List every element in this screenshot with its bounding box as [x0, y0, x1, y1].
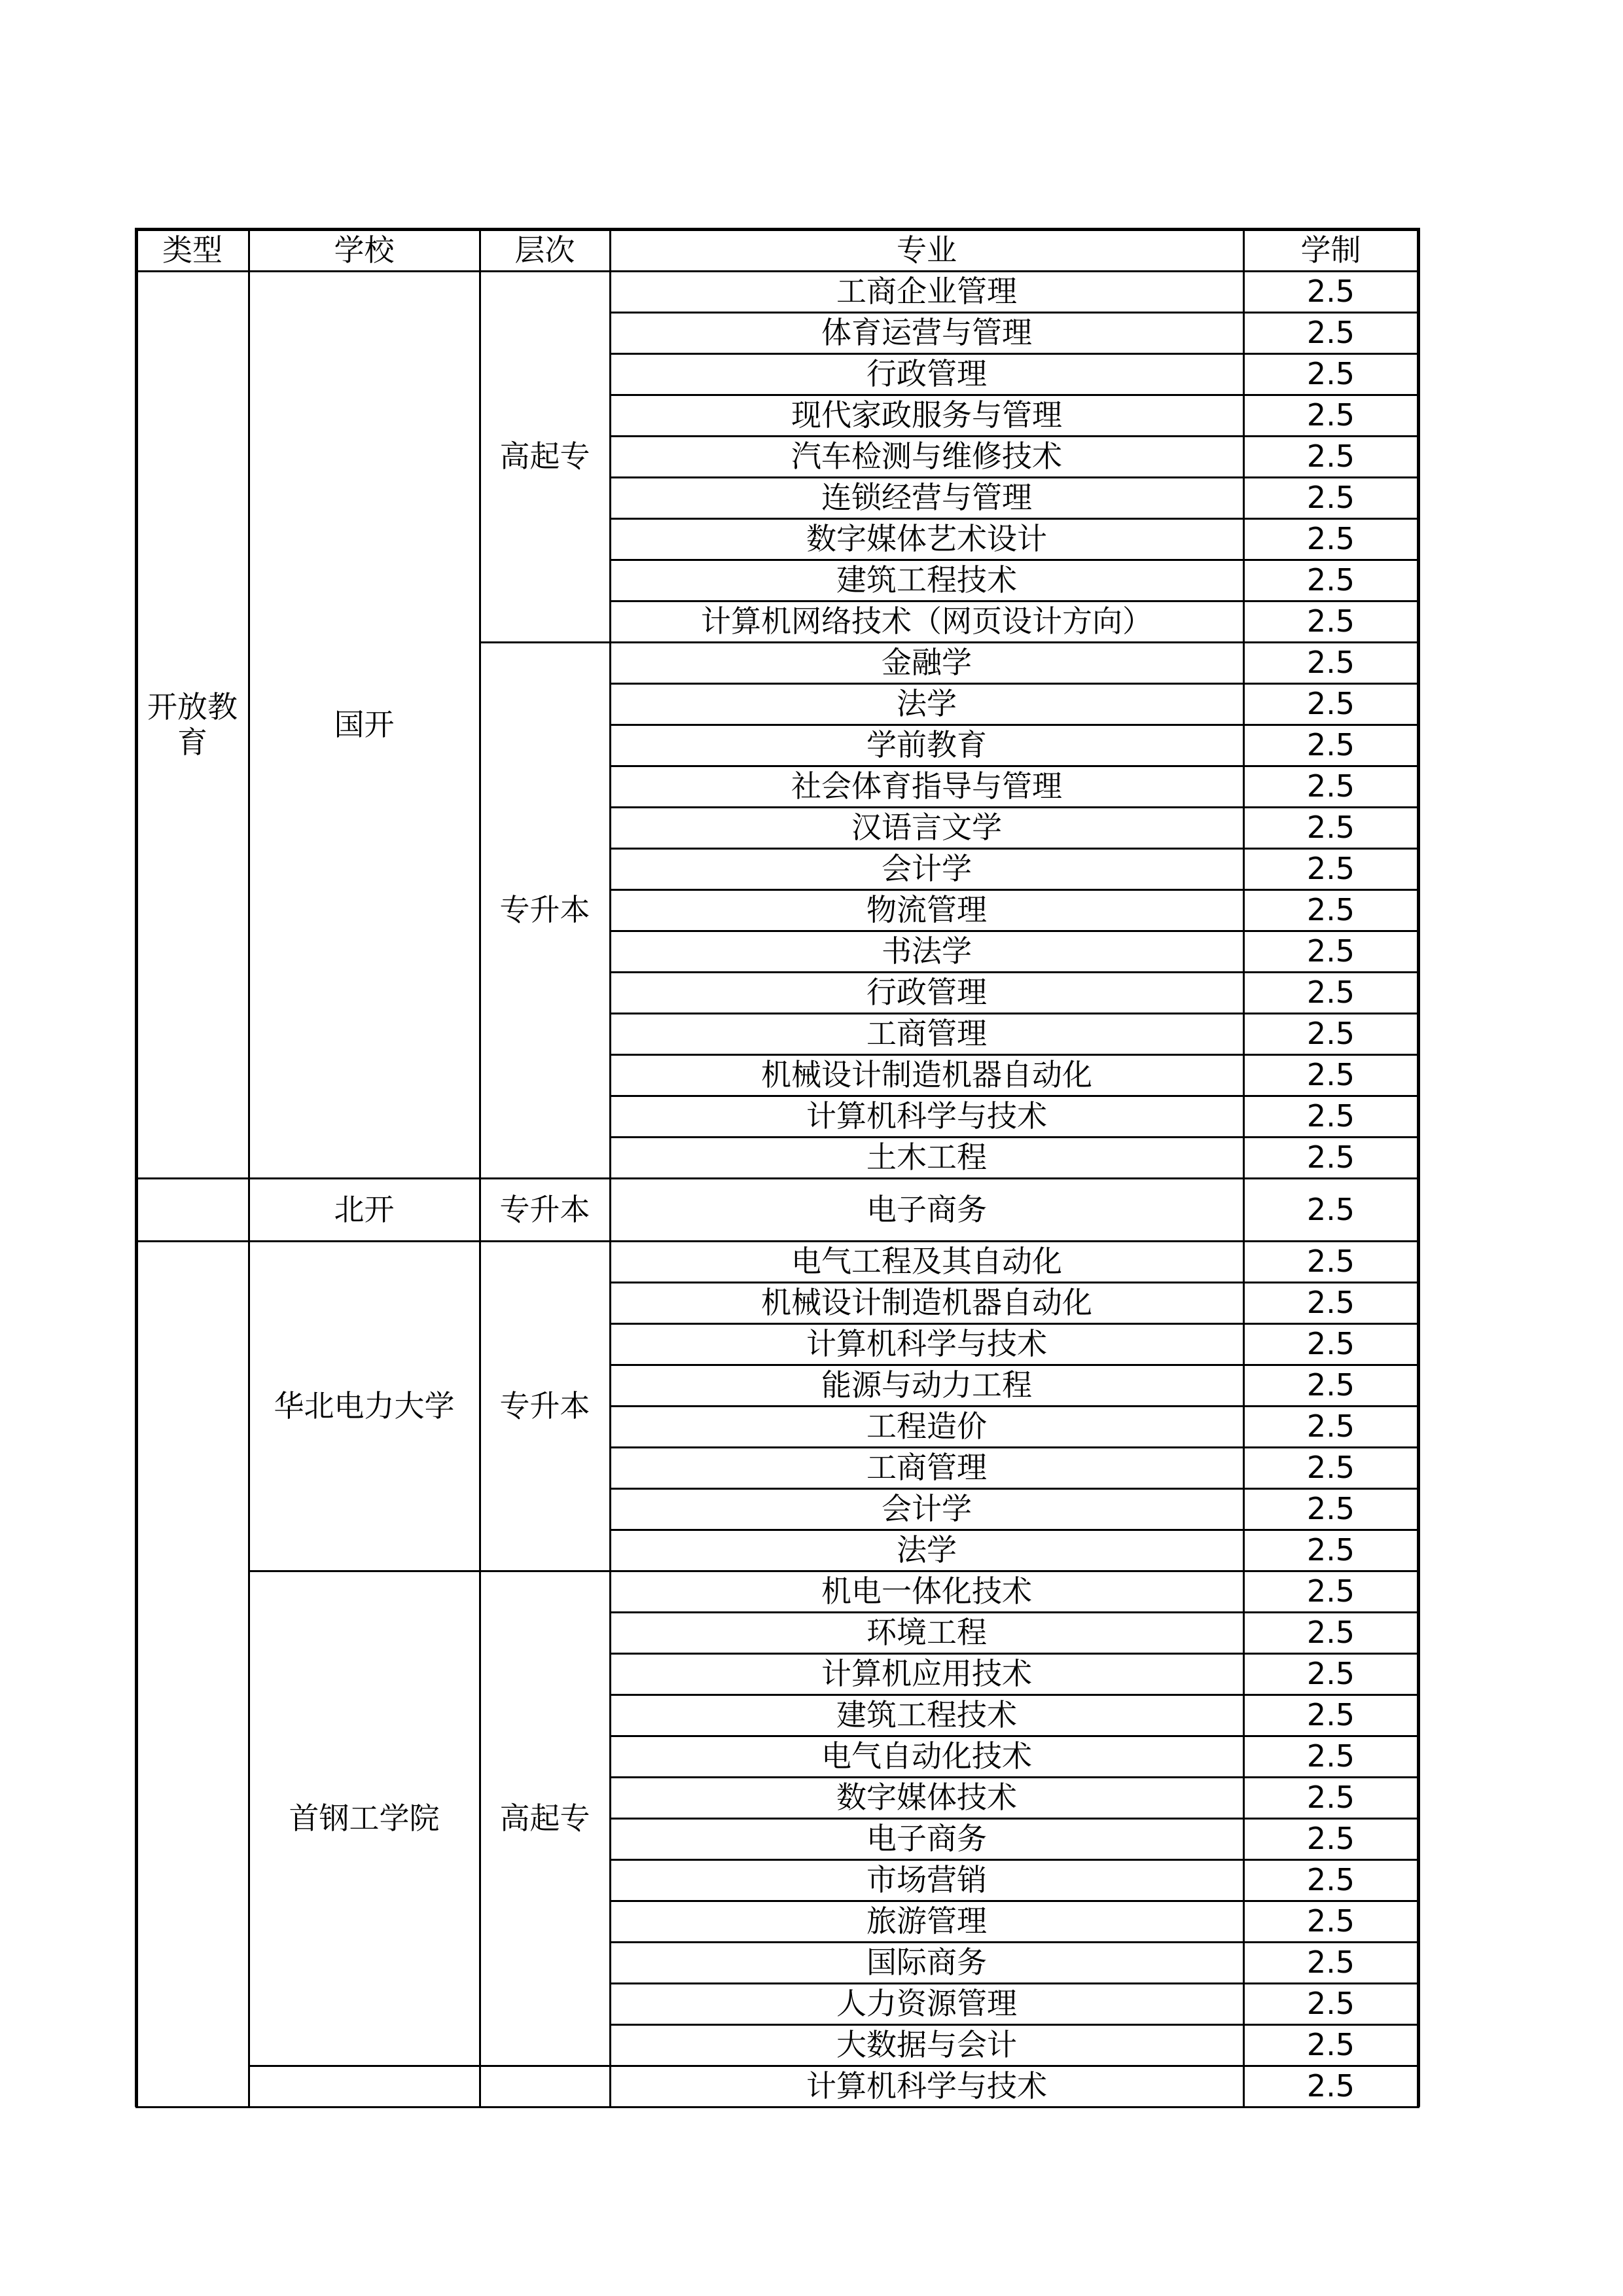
cell-duration: 2.5	[1306, 1656, 1355, 1692]
header-duration: 学制	[1300, 232, 1361, 268]
cell-major: 汉语言文学	[851, 810, 1002, 846]
cell-type	[136, 1241, 249, 2107]
cell-major: 法学	[897, 686, 957, 722]
cell-level	[480, 2066, 610, 2107]
cell-type: 开放教育	[147, 689, 238, 760]
cell-major: 计算机科学与技术	[806, 1098, 1047, 1134]
cell-duration: 2.5	[1306, 892, 1355, 928]
cell-major: 电气工程及其自动化	[791, 1244, 1062, 1280]
cell-major: 书法学	[882, 933, 972, 969]
cell-duration: 2.5	[1306, 1986, 1355, 2022]
header-major: 专业	[897, 232, 957, 268]
grid-line-vertical	[479, 229, 481, 2107]
cell-level: 专升本	[499, 892, 590, 928]
cell-school: 北开	[334, 1191, 395, 1227]
cell-major: 计算机网络技术（网页设计方向）	[701, 603, 1152, 639]
cell-major: 物流管理	[866, 892, 987, 928]
cell-major: 工商管理	[866, 1016, 987, 1052]
cell-duration: 2.5	[1306, 810, 1355, 846]
cell-major: 人力资源管理	[836, 1986, 1017, 2022]
cell-major: 电子商务	[866, 1821, 987, 1857]
cell-major: 市场营销	[866, 1862, 987, 1898]
cell-duration: 2.5	[1306, 1491, 1355, 1527]
cell-duration: 2.5	[1306, 1862, 1355, 1898]
cell-school	[249, 2066, 480, 2107]
cell-major: 计算机科学与技术	[806, 1326, 1047, 1362]
cell-major: 行政管理	[866, 975, 987, 1011]
cell-duration: 2.5	[1306, 274, 1355, 310]
cell-duration: 2.5	[1306, 1573, 1355, 1609]
cell-major: 计算机科学与技术	[806, 2068, 1047, 2104]
grid-line-vertical	[135, 229, 138, 2107]
cell-duration: 2.5	[1306, 1057, 1355, 1093]
cell-duration: 2.5	[1306, 521, 1355, 557]
cell-major: 机电一体化技术	[821, 1573, 1032, 1609]
cell-major: 工程造价	[866, 1408, 987, 1444]
cell-duration: 2.5	[1306, 1191, 1355, 1227]
cell-major: 大数据与会计	[836, 2027, 1017, 2063]
cell-duration: 2.5	[1306, 1139, 1355, 1175]
cell-major: 数字媒体技术	[836, 1780, 1017, 1816]
grid-line-horizontal	[135, 228, 1420, 231]
cell-duration: 2.5	[1306, 1615, 1355, 1651]
cell-duration: 2.5	[1306, 727, 1355, 763]
cell-duration: 2.5	[1306, 1285, 1355, 1321]
grid-line-horizontal	[135, 2106, 250, 2108]
cell-major: 工商企业管理	[836, 274, 1017, 310]
cell-major: 机械设计制造机器自动化	[761, 1057, 1092, 1093]
grid-line-horizontal	[248, 2106, 481, 2108]
cell-duration: 2.5	[1306, 315, 1355, 351]
cell-major: 社会体育指导与管理	[791, 768, 1062, 804]
cell-major: 法学	[897, 1532, 957, 1568]
cell-level: 高起专	[499, 439, 590, 475]
cell-major: 金融学	[882, 645, 972, 681]
cell-major: 汽车检测与维修技术	[791, 439, 1062, 475]
cell-duration: 2.5	[1306, 603, 1355, 639]
cell-duration: 2.5	[1306, 1821, 1355, 1857]
cell-duration: 2.5	[1306, 645, 1355, 681]
cell-duration: 2.5	[1306, 686, 1355, 722]
cell-duration: 2.5	[1306, 933, 1355, 969]
cell-duration: 2.5	[1306, 768, 1355, 804]
cell-major: 数字媒体艺术设计	[806, 521, 1047, 557]
cell-school: 华北电力大学	[274, 1388, 455, 1424]
cell-duration: 2.5	[1306, 851, 1355, 887]
cell-level: 专升本	[499, 1191, 590, 1227]
cell-major: 连锁经营与管理	[821, 480, 1032, 516]
cell-duration: 2.5	[1306, 1244, 1355, 1280]
cell-duration: 2.5	[1306, 1738, 1355, 1774]
cell-duration: 2.5	[1306, 397, 1355, 433]
cell-duration: 2.5	[1306, 1016, 1355, 1052]
cell-school: 首钢工学院	[289, 1800, 440, 1836]
cell-duration: 2.5	[1306, 2027, 1355, 2063]
cell-major: 现代家政服务与管理	[791, 397, 1062, 433]
grid-line-horizontal	[609, 2106, 1419, 2108]
header-type: 类型	[162, 232, 223, 268]
cell-major: 计算机应用技术	[821, 1656, 1032, 1692]
cell-duration: 2.5	[1306, 439, 1355, 475]
cell-major: 建筑工程技术	[836, 562, 1017, 598]
cell-major: 旅游管理	[866, 1903, 987, 1939]
grid-line-vertical	[1417, 229, 1420, 2107]
cell-level: 专升本	[499, 1388, 590, 1424]
grid-line-horizontal	[479, 2106, 611, 2108]
cell-duration: 2.5	[1306, 1450, 1355, 1486]
cell-duration: 2.5	[1306, 1697, 1355, 1733]
cell-duration: 2.5	[1306, 562, 1355, 598]
cell-major: 会计学	[882, 1491, 972, 1527]
cell-major: 会计学	[882, 851, 972, 887]
grid-line-vertical	[1243, 229, 1245, 2107]
cell-school: 国开	[334, 706, 395, 742]
cell-major: 土木工程	[866, 1139, 987, 1175]
header-level: 层次	[514, 232, 575, 268]
cell-duration: 2.5	[1306, 480, 1355, 516]
cell-duration: 2.5	[1306, 1098, 1355, 1134]
grid-line-vertical	[609, 229, 611, 2107]
cell-duration: 2.5	[1306, 1903, 1355, 1939]
cell-duration: 2.5	[1306, 1945, 1355, 1981]
cell-major: 建筑工程技术	[836, 1697, 1017, 1733]
cell-major: 体育运营与管理	[821, 315, 1032, 351]
cell-major: 能源与动力工程	[821, 1367, 1032, 1403]
grid-line-vertical	[248, 229, 250, 2107]
cell-type	[136, 1178, 249, 1241]
cell-duration: 2.5	[1306, 1408, 1355, 1444]
cell-duration: 2.5	[1306, 356, 1355, 392]
cell-major: 环境工程	[866, 1615, 987, 1651]
cell-duration: 2.5	[1306, 1326, 1355, 1362]
cell-major: 学前教育	[866, 727, 987, 763]
cell-duration: 2.5	[1306, 1532, 1355, 1568]
cell-duration: 2.5	[1306, 1780, 1355, 1816]
cell-major: 工商管理	[866, 1450, 987, 1486]
cell-major: 机械设计制造机器自动化	[761, 1285, 1092, 1321]
cell-major: 电子商务	[866, 1191, 987, 1227]
cell-duration: 2.5	[1306, 1367, 1355, 1403]
header-school: 学校	[334, 232, 395, 268]
cell-major: 行政管理	[866, 356, 987, 392]
cell-major: 电气自动化技术	[821, 1738, 1032, 1774]
cell-duration: 2.5	[1306, 975, 1355, 1011]
cell-level: 高起专	[499, 1800, 590, 1836]
cell-major: 国际商务	[866, 1945, 987, 1981]
cell-duration: 2.5	[1306, 2068, 1355, 2104]
